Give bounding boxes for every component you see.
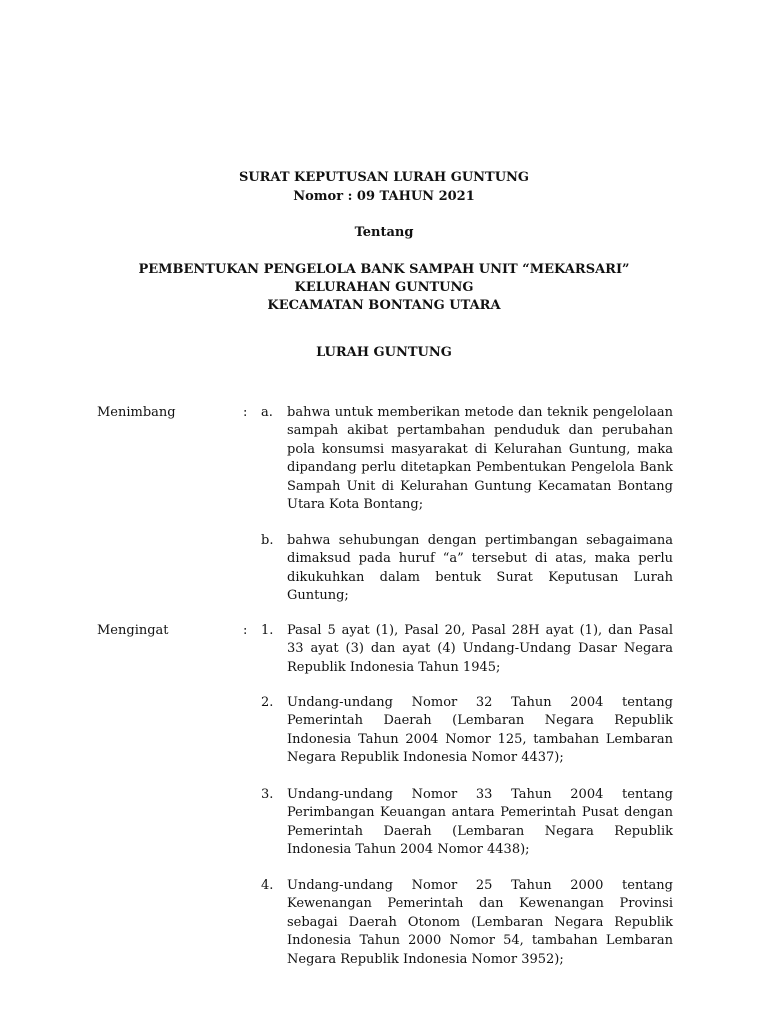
document-number: Nomor : 09 TAHUN 2021 bbox=[293, 189, 475, 204]
mengingat-item-text: Undang-undang Nomor 32 Tahun 2004 tentang Pemerintah Daerah (Lembaran Negara Republik Indonesia Tahun 2004 Nomor 125, tambahan Lembaran Negara Republik Indonesia Nomor 4437); bbox=[287, 695, 673, 766]
menimbang-item-text: bahwa untuk memberikan metode dan teknik pengelolaan sampah akibat pertambahan penduduk dan perubahan pola konsumsi masyarakat di Kelurahan Guntung, maka dipandang perlu ditetapkan Pembentukan Pengelola Bank Sampah Unit di Kelurahan Guntung Kecamatan Bontang Utara Kota Bontang; bbox=[287, 405, 673, 513]
mengingat-item-marker: 1. bbox=[261, 623, 274, 638]
mengingat-item-text: Undang-undang Nomor 33 Tahun 2004 tentang Perimbangan Keuangan antara Pemerintah Pusat dengan Pemerintah Daerah (Lembaran Negara Republik Indonesia Tahun 2004 Nomor 4438); bbox=[287, 787, 673, 858]
subject-line-2: KELURAHAN GUNTUNG bbox=[294, 280, 474, 295]
menimbang-item-marker: a. bbox=[261, 405, 273, 420]
menimbang-colon: : bbox=[243, 405, 248, 420]
mengingat-item-marker: 3. bbox=[261, 787, 274, 802]
official-title: LURAH GUNTUNG bbox=[316, 345, 452, 360]
mengingat-item-marker: 4. bbox=[261, 878, 274, 893]
mengingat-item-text: Undang-undang Nomor 25 Tahun 2000 tentang Kewenangan Pemerintah dan Kewenangan Provinsi sebagai Daerah Otonom (Lembaran Negara Republik Indonesia Tahun 2000 Nomor 54, tambahan Lembaran Negara Republik Indonesia Nomor 3952); bbox=[287, 878, 673, 967]
mengingat-item-text: Pasal 5 ayat (1), Pasal 20, Pasal 28H ayat (1), dan Pasal 33 ayat (3) dan ayat (4) Undang-Undang Dasar Negara Republik Indonesia Tahun 1945; bbox=[287, 623, 673, 675]
subject-line-3: KECAMATAN BONTANG UTARA bbox=[267, 298, 501, 313]
about-heading: Tentang bbox=[354, 225, 414, 240]
menimbang-item-marker: b. bbox=[261, 533, 274, 548]
mengingat-colon: : bbox=[243, 623, 248, 638]
menimbang-label: Menimbang bbox=[97, 405, 176, 420]
menimbang-item-text: bahwa sehubungan dengan pertimbangan sebagaimana dimaksud pada huruf “a” tersebut di atas, maka perlu dikukuhkan dalam bentuk Surat Keputusan Lurah Guntung; bbox=[287, 533, 673, 604]
mengingat-label: Mengingat bbox=[97, 623, 169, 638]
mengingat-item-marker: 2. bbox=[261, 695, 274, 710]
document-title: SURAT KEPUTUSAN LURAH GUNTUNG bbox=[238, 170, 530, 185]
subject-line-1: PEMBENTUKAN PENGELOLA BANK SAMPAH UNIT “MEKARSARI” bbox=[138, 262, 630, 277]
